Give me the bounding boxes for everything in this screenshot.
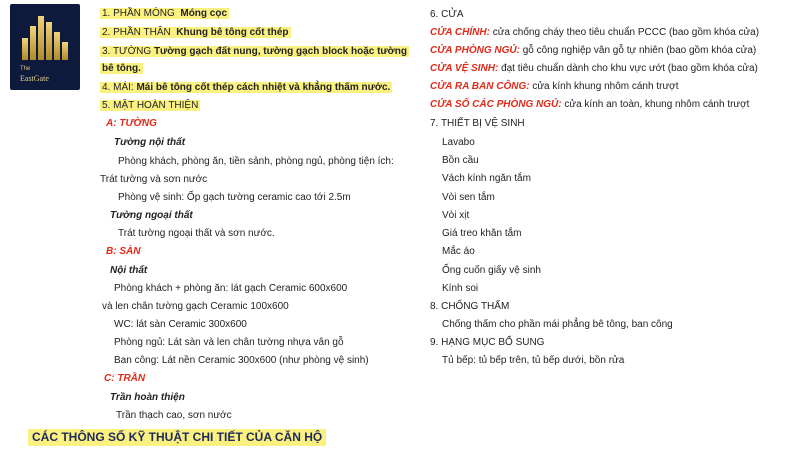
interior-wall-subtitle: Tường nội thất <box>114 137 186 148</box>
sanitary-item: Vòi xịt <box>442 210 470 221</box>
sanitary-item: Vòi sen tắm <box>442 192 495 203</box>
window-bedroom-label: CỬA SỔ CÁC PHÒNG NGỦ: <box>430 99 562 110</box>
door-bathroom-value: đạt tiêu chuẩn dành cho khu vực ướt (bao gồm khóa cửa) <box>501 63 758 74</box>
door-balcony-label: CỬA RA BAN CÔNG: <box>430 81 530 92</box>
door-main <box>430 26 759 40</box>
window-bedroom-value: cửa kính an toàn, khung nhôm cánh trượt <box>564 99 750 110</box>
section-7-title: 7. THIẾT BỊ VỆ SINH <box>430 118 525 129</box>
door-bathroom <box>430 62 758 76</box>
sanitary-item: Mắc áo <box>442 246 475 257</box>
ceiling-subtitle: Trần hoàn thiện <box>110 392 185 403</box>
section-4 <box>100 81 392 95</box>
section-3-value: Tường gạch đất nung, tường gạch block hoặc tường <box>153 46 407 57</box>
section-3-cont <box>100 62 143 76</box>
exterior-wall-text: Trát tường ngoại thất và sơn nước. <box>118 228 275 239</box>
floor-subtitle: Nội thất <box>110 265 148 276</box>
waterproof-text: Chống thấm cho phần mái phẳng bê tông, ban công <box>442 319 673 330</box>
section-4-value: Mái bê tông cốt thép cách nhiệt và khẳng thấm nước. <box>136 82 391 93</box>
floor-text-5: Ban công: Lát nền Ceramic 300x600 (như phòng vệ sinh) <box>114 355 369 366</box>
ceiling-text: Trần thạch cao, sơn nước <box>116 410 232 421</box>
section-5 <box>100 99 200 113</box>
section-1 <box>100 7 229 21</box>
door-balcony <box>430 80 678 94</box>
section-3-cont-text: bê tông. <box>102 63 141 74</box>
section-3-label: 3. TƯỜNG <box>102 46 152 57</box>
wall-title: A: TƯỜNG <box>106 118 157 129</box>
section-2-value: Khung bê tông cốt thép <box>176 27 289 38</box>
door-bedroom-value: gỗ công nghiệp vân gỗ tự nhiên (bao gồm khóa cửa) <box>522 45 757 56</box>
section-4-label: 4. MÁI: <box>102 82 134 93</box>
ceiling-title: C: TRẦN <box>104 373 146 384</box>
sanitary-item: Bồn cầu <box>442 155 479 166</box>
section-5-label: 5. MẶT HOÀN THIỆN <box>102 100 199 111</box>
floor-text-1: Phòng khách + phòng ăn: lát gạch Ceramic 600x600 <box>114 283 348 294</box>
sanitary-item: Vách kính ngăn tắm <box>442 173 531 184</box>
section-1-label: 1. PHẦN MÓNG <box>102 8 175 19</box>
door-main-value: cửa chống cháy theo tiêu chuẩn PCCC (bao gồm khóa cửa) <box>492 27 760 38</box>
floor-text-3: WC: lát sàn Ceramic 300x600 <box>114 319 247 330</box>
floor-title: B: SÀN <box>106 246 141 257</box>
door-balcony-value: cửa kính khung nhôm cánh trượt <box>532 81 679 92</box>
window-bedroom <box>430 98 749 112</box>
section-3 <box>100 45 409 59</box>
door-main-label: CỬA CHÍNH: <box>430 27 490 38</box>
section-9-title: 9. HẠNG MỤC BỔ SUNG <box>430 337 545 348</box>
interior-wall-text-2: Trát tường và sơn nước <box>100 174 208 185</box>
interior-wall-text-3: Phòng vệ sinh: Ốp gạch tường ceramic cao tới 2.5m <box>118 192 351 203</box>
floor-text-4: Phòng ngủ: Lát sàn và len chân tường nhựa vân gỗ <box>114 337 344 348</box>
section-8-title: 8. CHỐNG THẤM <box>430 301 510 312</box>
logo-brand-text: EastGate <box>20 74 49 83</box>
section-2 <box>100 26 291 40</box>
section-2-label: 2. PHẦN THÂN <box>102 27 171 38</box>
section-1-value: Móng cọc <box>180 8 228 19</box>
additional-text: Tủ bếp: tủ bếp trên, tủ bếp dưới, bồn rửa <box>442 355 625 366</box>
exterior-wall-subtitle: Tường ngoại thất <box>110 210 193 221</box>
footer-title: CÁC THÔNG SỐ KỸ THUẬT CHI TIẾT CỦA CĂN HỘ <box>28 429 326 446</box>
eastgate-logo <box>10 4 80 90</box>
sanitary-item: Kính soi <box>442 283 479 294</box>
logo-small-text: The <box>20 66 31 72</box>
section-6-title: 6. CỬA <box>430 9 464 20</box>
sanitary-item: Giá treo khăn tắm <box>442 228 522 239</box>
sanitary-item: Ống cuốn giấy vệ sinh <box>442 265 541 276</box>
door-bedroom <box>430 44 756 58</box>
door-bathroom-label: CỬA VỆ SINH: <box>430 63 499 74</box>
door-bedroom-label: CỬA PHÒNG NGỦ: <box>430 45 520 56</box>
floor-text-2: và len chân tường gạch Ceramic 100x600 <box>102 301 289 312</box>
interior-wall-text-1: Phòng khách, phòng ăn, tiền sảnh, phòng ngủ, phòng tiện ích: <box>118 156 394 167</box>
sanitary-item: Lavabo <box>442 137 475 148</box>
building-icon <box>22 16 68 60</box>
